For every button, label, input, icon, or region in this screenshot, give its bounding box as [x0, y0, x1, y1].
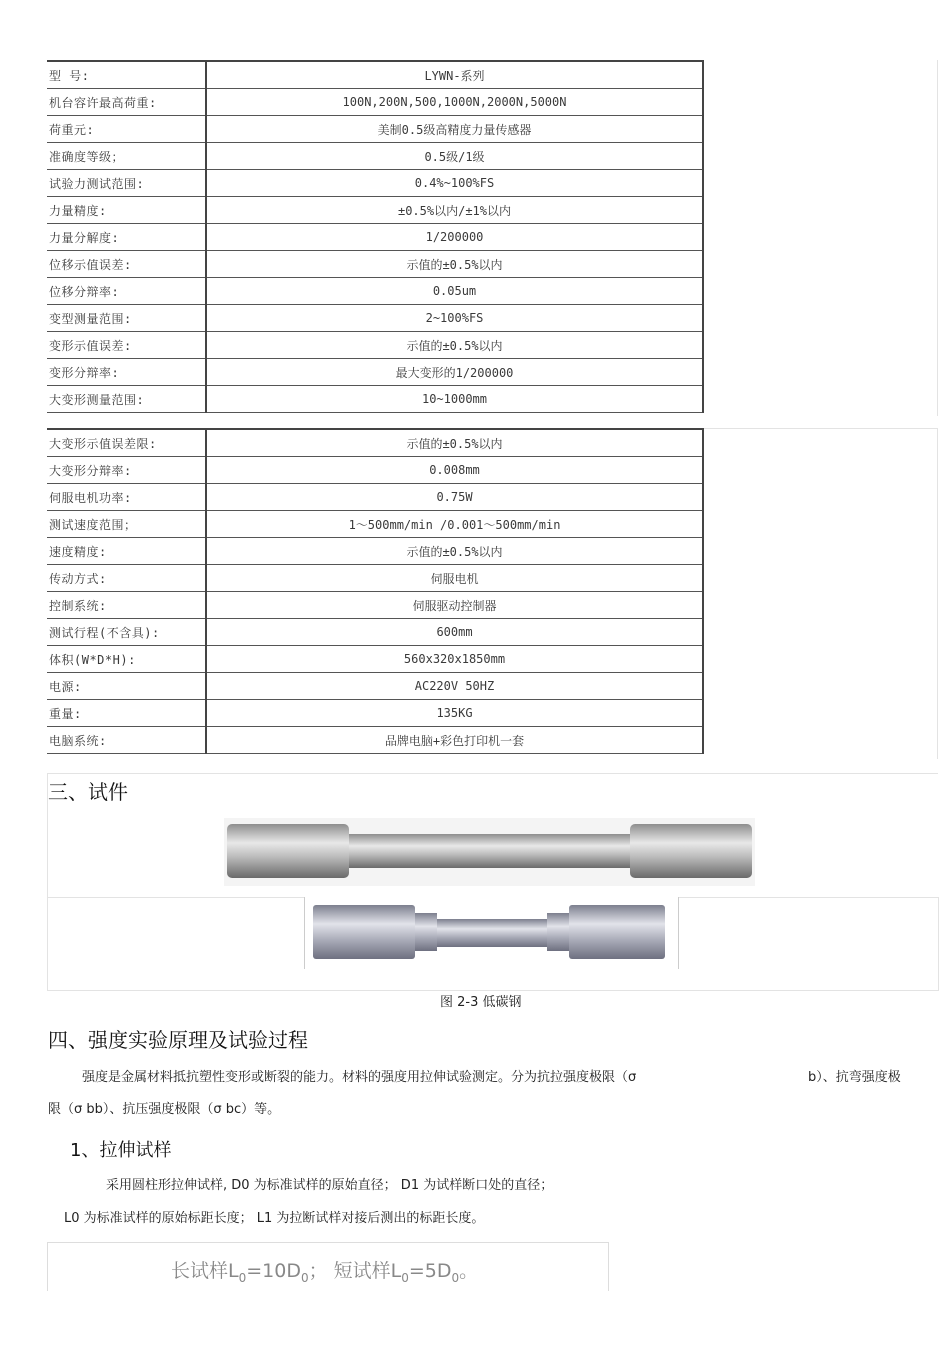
spec-row [47, 278, 703, 305]
spec-value: AC220V 50HZ [206, 673, 703, 700]
spec-row [47, 619, 703, 646]
spec-table-1 [47, 60, 704, 413]
spec-value: 美制0.5级高精度力量传感器 [206, 116, 703, 143]
spec-row [47, 305, 703, 332]
spec-key: 测试行程(不含具): [47, 619, 206, 646]
spec-row [47, 170, 703, 197]
spec-row [47, 700, 703, 727]
spec-key: 变形分辩率: [47, 359, 206, 386]
spec-row [47, 429, 703, 457]
spec-value: 100N,200N,500,1000N,2000N,5000N [206, 89, 703, 116]
spec-key: 电脑系统: [47, 727, 206, 754]
specimen-long-svg [224, 818, 755, 886]
spec-key: 伺服电机功率: [47, 484, 206, 511]
spec-value: 10~1000mm [206, 386, 703, 413]
spec-key: 位移示值误差: [47, 251, 206, 278]
spec-value: 560x320x1850mm [206, 646, 703, 673]
spec-value: 示值的±0.5%以内 [206, 332, 703, 359]
spec-value: 0.75W [206, 484, 703, 511]
section3-title: 三、试件 [48, 780, 128, 804]
subsection1-line1: 采用圆柱形拉伸试样, D0 为标准试样的原始直径； D1 为试样断口处的直径； [106, 1178, 554, 1193]
formula-text: 长试样$L_0=10D_0$； 短试样$L_0=5D_0$。 [171, 1260, 479, 1285]
spec-value: 2~100%FS [206, 305, 703, 332]
spec-value: 0.4%~100%FS [206, 170, 703, 197]
spec-key: 速度精度: [47, 538, 206, 565]
spec-value: 0.5级/1级 [206, 143, 703, 170]
spec-value: 最大变形的1/200000 [206, 359, 703, 386]
spec-key: 控制系统: [47, 592, 206, 619]
subsection1-title: 1、拉伸试样 [70, 1140, 172, 1161]
spec-value: 1/200000 [206, 224, 703, 251]
spec-table-2 [47, 428, 704, 754]
spec-row [47, 197, 703, 224]
spec-value: 600mm [206, 619, 703, 646]
spec-value: 示值的±0.5%以内 [206, 429, 703, 457]
spec-key: 变型测量范围: [47, 305, 206, 332]
spec-value: 伺服电机 [206, 565, 703, 592]
spec-key: 重量: [47, 700, 206, 727]
spec-value: 135KG [206, 700, 703, 727]
spec-key: 测试速度范围； [47, 511, 206, 538]
spec-key: 变形示值误差: [47, 332, 206, 359]
spec-key: 型 号: [47, 61, 206, 89]
spec-value: 示值的±0.5%以内 [206, 538, 703, 565]
spec-key: 力量精度: [47, 197, 206, 224]
spec-row [47, 484, 703, 511]
spec-key: 传动方式: [47, 565, 206, 592]
spec-key: 荷重元: [47, 116, 206, 143]
section4-paragraph-line1-tail: b）、抗弯强度极 [808, 1070, 901, 1085]
spec-value: 0.008mm [206, 457, 703, 484]
spec-key: 力量分解度: [47, 224, 206, 251]
spec-row [47, 61, 703, 89]
spec-key: 大变形测量范围: [47, 386, 206, 413]
spec-value: 示值的±0.5%以内 [206, 251, 703, 278]
spec-value: 0.05um [206, 278, 703, 305]
section4-title: 四、强度实验原理及试验过程 [48, 1028, 308, 1052]
spec-row [47, 116, 703, 143]
figure-caption: 图 2-3 低碳钢 [440, 995, 522, 1010]
specimen-short-svg [305, 897, 678, 969]
spec-key: 体积(W*D*H): [47, 646, 206, 673]
spec-value: 品牌电脑+彩色打印机一套 [206, 727, 703, 754]
spec-row [47, 224, 703, 251]
spec-value: 伺服驱动控制器 [206, 592, 703, 619]
subsection1-line2: L0 为标准试样的原始标距长度； L1 为拉断试样对接后测出的标距长度。 [64, 1211, 485, 1226]
spec-key: 准确度等级； [47, 143, 206, 170]
spec-key: 大变形示值误差限: [47, 429, 206, 457]
specimen-length-formula [47, 1242, 609, 1291]
spec-key: 机台容许最高荷重: [47, 89, 206, 116]
spec-row [47, 592, 703, 619]
spec-row [47, 89, 703, 116]
spec-row [47, 332, 703, 359]
spec-row [47, 143, 703, 170]
specimen-image-long [224, 818, 755, 886]
spec-row [47, 646, 703, 673]
section4-paragraph-line1: 强度是金属材料抵抗塑性变形或断裂的能力。材料的强度用拉伸试验测定。分为抗拉强度极限（σ [82, 1070, 637, 1085]
spec-row [47, 359, 703, 386]
spec-row [47, 457, 703, 484]
spec-row [47, 386, 703, 413]
spec-key: 位移分辩率: [47, 278, 206, 305]
spec-row [47, 511, 703, 538]
spec-value: LYWN-系列 [206, 61, 703, 89]
spec-value: ±0.5%以内/±1%以内 [206, 197, 703, 224]
spec-key: 大变形分辩率: [47, 457, 206, 484]
section4-paragraph-line2: 限（σ bb）、抗压强度极限（σ bc）等。 [48, 1102, 281, 1117]
spec-row [47, 251, 703, 278]
spec-row [47, 673, 703, 700]
spec-row [47, 727, 703, 754]
specimen-image-short [304, 897, 679, 969]
spec-key: 试验力测试范围: [47, 170, 206, 197]
spec-value: 1～500mm/min /0.001～500mm/min [206, 511, 703, 538]
spec-row [47, 565, 703, 592]
spec-row [47, 538, 703, 565]
spec-key: 电源: [47, 673, 206, 700]
